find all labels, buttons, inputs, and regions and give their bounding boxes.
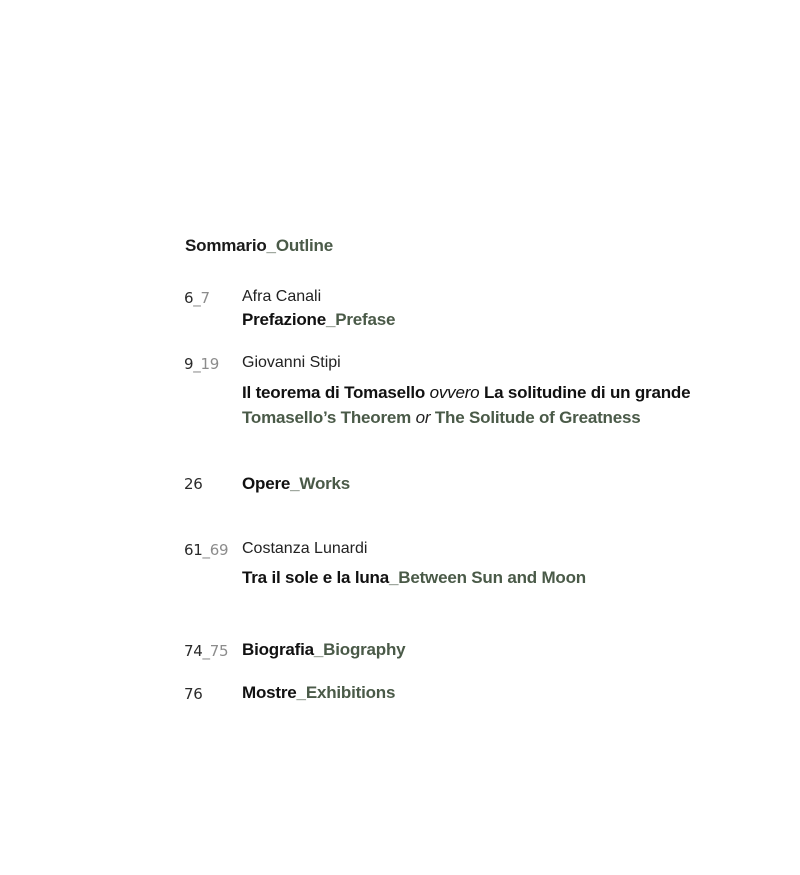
title-it-a: Il teorema di Tomasello [242, 383, 430, 402]
page-end: 7 [200, 289, 210, 307]
page-sep: _ [193, 289, 201, 307]
toc-heading-sep: _ [266, 236, 276, 255]
toc-entry-5-title[interactable] [242, 640, 405, 660]
toc-entry-2-title[interactable] [242, 383, 690, 403]
title-it: Opere [242, 474, 291, 493]
title-it: Prefazione [242, 310, 326, 329]
toc-entry-4-title[interactable] [242, 568, 586, 588]
title-en-a: Tomasello’s Theorem [242, 408, 416, 427]
page-sep: _ [202, 642, 210, 660]
toc-entry-1-title[interactable] [242, 310, 395, 330]
title-it: Tra il sole e la luna [242, 568, 389, 587]
title-sep: _ [296, 683, 306, 702]
title-sep: _ [313, 640, 324, 659]
toc-entry-4-author: Costanza Lunardi [242, 540, 368, 557]
title-en: Prefase [335, 310, 396, 329]
page-number: 26 [184, 475, 203, 493]
page-number: 76 [184, 685, 203, 703]
toc-entry-6-title[interactable] [242, 683, 395, 703]
page-start: 9 [184, 355, 194, 373]
page-sep: _ [202, 541, 210, 559]
toc-entry-3-title[interactable] [242, 474, 350, 494]
toc-entry-1-author: Afra Canali [242, 288, 322, 305]
toc-entry-3-pages [184, 475, 203, 493]
title-en: Biography [323, 640, 406, 659]
page-start: 61 [184, 541, 203, 559]
title-it-b: La solitudine di un grande [479, 383, 691, 402]
title-en: Works [299, 474, 351, 493]
title-it-conj: ovvero [429, 383, 480, 402]
toc-entry-1-pages [184, 289, 210, 307]
page-end: 69 [209, 541, 229, 559]
title-it: Mostre [242, 683, 297, 702]
toc-heading-it: Sommario [185, 236, 267, 255]
page-end: 75 [209, 642, 229, 660]
page-sep: _ [193, 355, 201, 373]
page-start: 74 [184, 642, 203, 660]
title-en-conj: or [415, 408, 431, 427]
toc-entry-2-title-en[interactable] [242, 408, 641, 428]
toc-entry-2-author: Giovanni Stipi [242, 354, 341, 371]
title-en-b: The Solitude of Greatness [430, 408, 641, 427]
title-en: Exhibitions [305, 683, 396, 702]
page-start: 6 [184, 289, 194, 307]
title-en: Between Sun and Moon [398, 568, 586, 587]
toc-entry-5-pages [184, 642, 228, 660]
toc-entry-4-pages [184, 541, 228, 559]
title-it: Biografia [242, 640, 314, 659]
page-end: 19 [200, 355, 219, 373]
title-sep: _ [325, 310, 336, 329]
title-sep: _ [290, 474, 300, 493]
toc-entry-2-pages [184, 355, 219, 373]
toc-heading [185, 236, 333, 256]
toc-heading-en: Outline [275, 236, 333, 255]
title-sep: _ [388, 568, 399, 587]
toc-entry-6-pages [184, 685, 203, 703]
